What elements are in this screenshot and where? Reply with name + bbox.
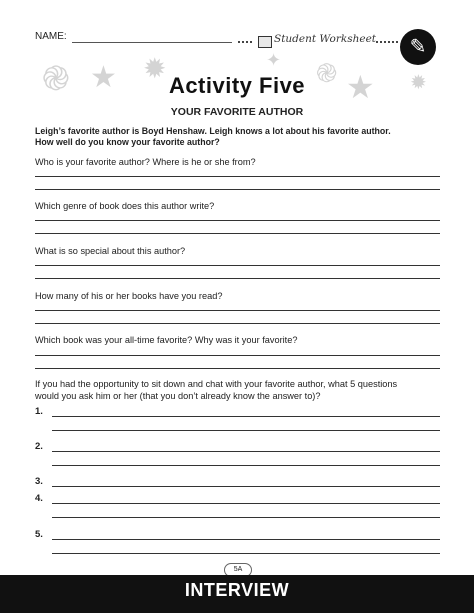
answer-line[interactable]	[52, 451, 440, 452]
name-line	[72, 42, 232, 43]
answer-number: 3.	[35, 476, 43, 487]
answer-line[interactable]	[35, 278, 440, 279]
star-icon: ★	[90, 61, 117, 94]
sparkle-icon: ✹	[143, 53, 167, 84]
answer-number: 2.	[35, 441, 43, 452]
answer-line[interactable]	[52, 430, 440, 431]
answer-line[interactable]	[52, 539, 440, 540]
answer-number: 1.	[35, 406, 43, 417]
final-question-line: would you ask him or her (that you don’t already know the answer to)?	[35, 391, 321, 401]
answer-line[interactable]	[35, 355, 440, 356]
answer-line[interactable]	[35, 310, 440, 311]
answer-line[interactable]	[35, 220, 440, 221]
answer-line[interactable]	[35, 265, 440, 266]
intro-line: How well do you know your favorite author?	[35, 137, 220, 147]
star-icon: ✦	[266, 50, 282, 70]
question-prompt: Which genre of book does this author write?	[35, 201, 215, 211]
footer-banner	[0, 575, 474, 613]
dotted-separator	[376, 41, 398, 43]
answer-line[interactable]	[35, 189, 440, 190]
page-number-badge: 5A	[224, 563, 252, 577]
answer-line[interactable]	[52, 503, 440, 504]
question-prompt: How many of his or her books have you read?	[35, 291, 223, 301]
answer-line[interactable]	[35, 233, 440, 234]
question-prompt: What is so special about this author?	[35, 246, 186, 256]
answer-line[interactable]	[35, 176, 440, 177]
answer-number: 5.	[35, 529, 43, 540]
answer-line[interactable]	[52, 553, 440, 554]
star-icon: ★	[346, 69, 375, 105]
question-prompt: Who is your favorite author? Where is he or she from?	[35, 157, 256, 167]
answer-line[interactable]	[35, 323, 440, 324]
worksheet-icon	[258, 36, 272, 48]
answer-line[interactable]	[35, 368, 440, 369]
footer-banner-label: INTERVIEW	[184, 580, 290, 600]
answer-line[interactable]	[52, 465, 440, 466]
pencil-icon: ✎	[409, 36, 427, 58]
answer-number: 4.	[35, 493, 43, 504]
sparkle-icon: ✹	[410, 72, 427, 94]
intro-line: Leigh’s favorite author is Boyd Henshaw. Leigh knows a lot about his favorite author.	[35, 126, 391, 136]
dotted-separator	[238, 41, 252, 43]
activity-subtitle: YOUR FAVORITE AUTHOR	[170, 106, 304, 118]
activity-title: Activity Five	[168, 73, 306, 98]
spiral-icon: ֎	[316, 58, 338, 88]
answer-line[interactable]	[52, 486, 440, 487]
spiral-icon: ֎	[42, 60, 70, 98]
answer-line[interactable]	[52, 517, 440, 518]
question-prompt: Which book was your all-time favorite? Why was it your favorite?	[35, 335, 298, 345]
student-worksheet-badge: Student Worksheet	[274, 33, 377, 45]
answer-line[interactable]	[52, 416, 440, 417]
name-label: NAME:	[35, 31, 67, 42]
final-question-line: If you had the opportunity to sit down and chat with your favorite author, what 5 questions	[35, 379, 398, 389]
